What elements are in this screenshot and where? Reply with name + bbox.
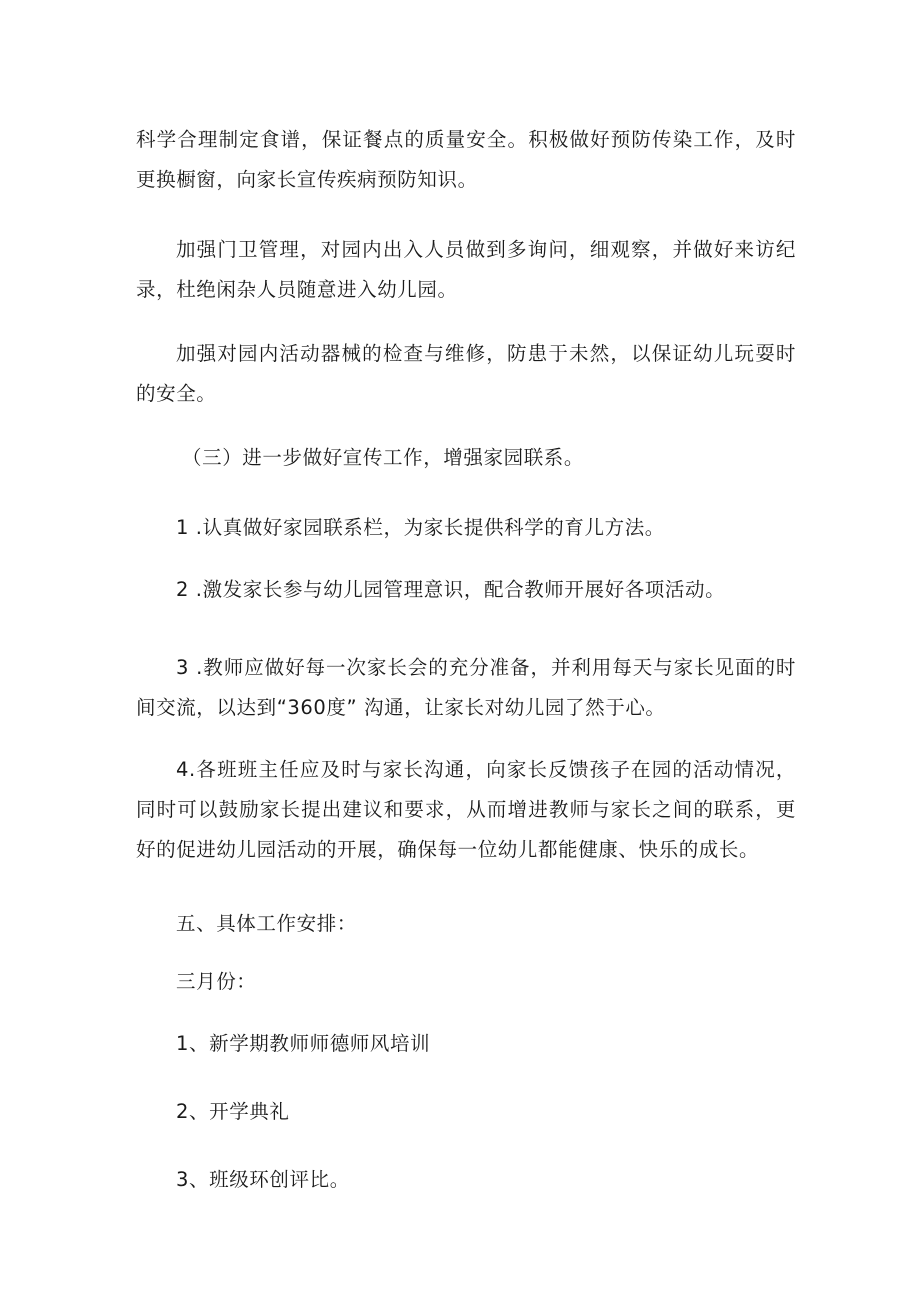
- schedule-item-2: 2、开学典礼: [176, 1100, 290, 1123]
- section-heading-publicity: （三）进一步做好宣传工作，增强家园联系。: [182, 446, 585, 469]
- schedule-item-3: 3、班级环创评比。: [176, 1168, 350, 1191]
- month-heading-march: 三月份：: [176, 970, 257, 993]
- schedule-item-1: 1、新学期教师师德师风培训: [176, 1032, 431, 1055]
- paragraph-menu-safety: 科学合理制定食谱，保证餐点的质量安全。积极做好预防传染工作，及时更换橱窗，向家长宣传疾病预防知识。: [136, 128, 796, 191]
- list-item-2: 2 .激发家长参与幼儿园管理意识，配合教师开展好各项活动。: [176, 578, 726, 601]
- paragraph-equipment-check: 加强对园内活动器械的检查与维修，防患于未然，以保证幼儿玩耍时的安全。: [136, 342, 796, 405]
- list-item-1: 1 .认真做好家园联系栏，为家长提供科学的育儿方法。: [176, 516, 665, 539]
- list-item-4: 4.各班班主任应及时与家长沟通，向家长反馈孩子在园的活动情况，同时可以鼓励家长提出建议和要求，从而增进教师与家长之间的联系，更好的促进幼儿园活动的开展，确保每一位幼儿都能健康、快乐的成长。: [136, 758, 796, 861]
- paragraph-gate-management: 加强门卫管理，对园内出入人员做到多询问，细观察，并做好来访纪录，杜绝闲杂人员随意进入幼儿园。: [136, 238, 796, 301]
- list-item-3: 3 .教师应做好每一次家长会的充分准备，并利用每天与家长见面的时间交流，以达到“360度” 沟通，让家长对幼儿园了然于心。: [136, 656, 796, 719]
- section-heading-schedule: 五、具体工作安排：: [176, 912, 357, 935]
